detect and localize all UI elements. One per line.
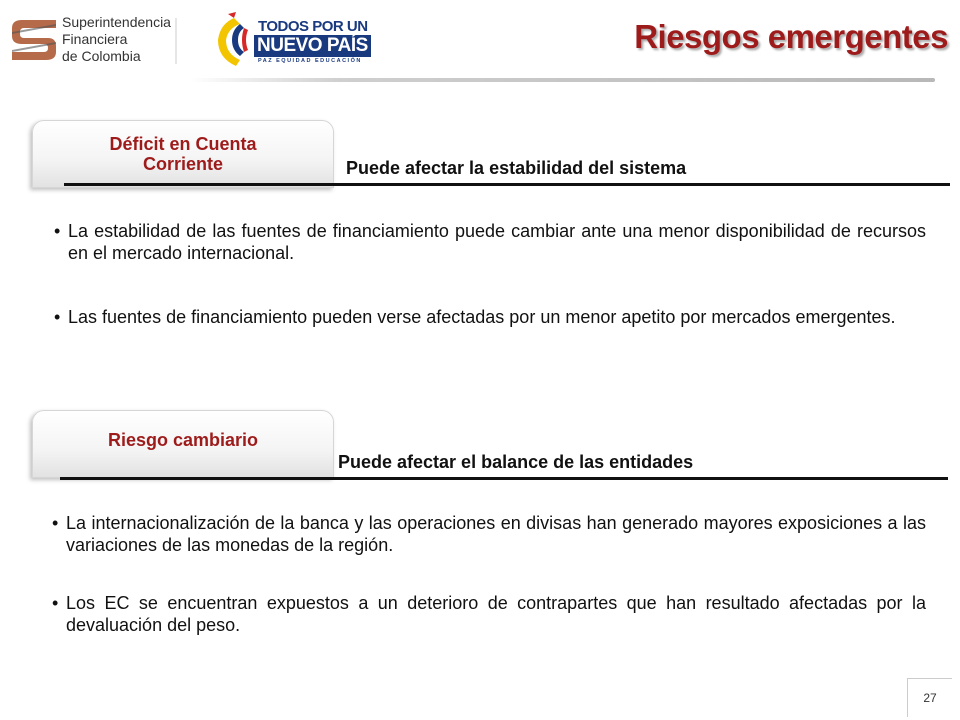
page-number (907, 678, 952, 717)
gov-logo-line2: NUEVO PAÍS (254, 35, 371, 57)
sfc-logo-line: Superintendencia (62, 14, 171, 30)
bullet-glyph: • (52, 593, 59, 613)
page-number-text: 27 (923, 691, 937, 705)
page-title: Riesgos emergentes (634, 18, 948, 55)
bullet-text: Las fuentes de financiamiento pueden verse afectadas por un menor apetito por mercados emergentes. (68, 307, 896, 327)
section-tab-label: Riesgo cambiario (107, 430, 259, 450)
bullet-glyph: • (54, 221, 61, 241)
gov-logo-line1: TODOS POR UN (258, 18, 368, 35)
bullet-item (54, 306, 926, 328)
section-rule (64, 183, 950, 186)
sfc-logo-line: de Colombia (62, 48, 141, 64)
section-tab-cambiario (32, 410, 334, 478)
bullet-item (52, 512, 926, 556)
section-tab-deficit (32, 120, 334, 188)
gov-logo-line3: PAZ EQUIDAD EDUCACIÓN (258, 58, 362, 64)
sfc-logo-text (62, 14, 171, 65)
bullet-text: La estabilidad de las fuentes de financiamiento puede cambiar ante una menor disponibilidad de recursos en el mercado internacional. (68, 221, 926, 263)
section-caption: Puede afectar la estabilidad del sistema (346, 158, 687, 178)
sfc-logo-line: Financiera (62, 31, 128, 47)
section-caption: Puede afectar el balance de las entidades (338, 452, 694, 472)
section-rule (60, 477, 948, 480)
bullet-glyph: • (52, 513, 59, 533)
bullet-item (52, 592, 926, 636)
bullet-text: Los EC se encuentran expuestos a un deterioro de contrapartes que han resultado afectadas por la devaluación del peso. (66, 593, 926, 635)
bullet-item (54, 220, 926, 264)
header-divider (190, 78, 935, 82)
bullet-text: La internacionalización de la banca y las operaciones en divisas han generado mayores exposiciones a las variaciones de las monedas de la región. (66, 513, 926, 555)
bullet-glyph: • (54, 307, 61, 327)
section-tab-label: Déficit en Cuenta Corriente (109, 134, 257, 174)
